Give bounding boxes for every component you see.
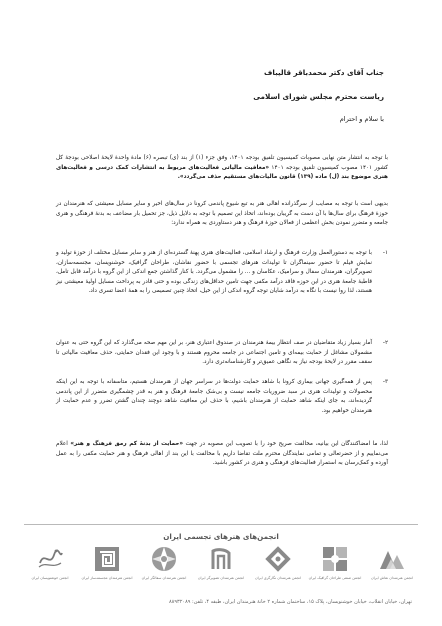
addressee-title: ریاست محترم مجلس شورای اسلامی	[253, 92, 384, 101]
paragraph-intro-text: با توجه به انتشار متن نهایی مصوبات کمیسیون تلفیق بودجه ۱۴۰۱، وفق جزء (۱) از بند (ی) تبصره (۶) مادهٔ واحدهٔ لایحهٔ اصلاحی بودجهٔ کل کشور ۱۴۰۱ مصوب کمیسیون تلفیق بودجه ۱۴۰۱	[56, 155, 388, 171]
logo-caption: انجمن خوشنویسان ایران	[31, 576, 69, 580]
grid-emblem-icon	[321, 545, 349, 573]
footer-title: انجمن‌های هنرهای تجسمی ایران	[163, 532, 279, 541]
list-item-number: ۱-	[382, 250, 388, 256]
list-item-number: ۲-	[382, 340, 388, 346]
greeting: با سلام و احترام	[339, 115, 384, 123]
paragraph-intro-bold: «معافیت مالیاتی فعالیت‌های مربوط به انتشارات کمک درسی و فعالیت‌های هنری موضوع بند (ل) ماده (۱۳۹) قانون مالیات‌های مستقیم حذف می‌گردد».	[56, 164, 388, 181]
list-item-1	[56, 249, 388, 297]
aperture-icon	[150, 545, 178, 573]
logo-caption: انجمن هنرمندان نقاش ایران	[371, 576, 413, 580]
logo-painters	[372, 545, 412, 581]
list-item-text: با توجه به دستورالعمل وزارت فرهنگ و ارشاد اسلامی، فعالیت‌های هنری پهنهٔ گسترده‌ای از هنر و سایر مسایل مختلف از حوزهٔ تولید و نمایش فیلم تا حضور سینماگران تا تولیدات هنرهای تجسمی با حضور نقاشان، طراحان گرافیک، خوشنویسان، مجسمه‌سازان، تصویرگران، هنرمندان سفال و سرامیک، عکاسان و ... را مشمول می‌گردد. با کنار گذاشتن جمع اندکی از این گروه با درآمد قابل تامل، قاطبهٔ جامعهٔ هنری در این حوزه فاقد درآمد مکفی جهت تامین حداقل‌های زندگی بوده و حتی قادر به پرداخت مسایل اولیهٔ معیشتی نیز هستند، لذا روا نیست با نگاه به درآمد شایان توجه گروه اندکی از این خیل، اتخاذ چنین تصمیمی را به همهٔ اعضا تسری داد.	[56, 250, 372, 295]
logo-caption: انجمن صنفی طراحان گرافیک ایران	[308, 576, 362, 580]
square-spiral-icon	[93, 545, 121, 573]
logo-graphic-designers	[308, 545, 362, 581]
logo-caption: انجمن هنرمندان نگارگری ایران	[255, 576, 301, 580]
footer-address: تهران، خیابان انقلاب، خیابان خوشنویسان، پلاک ۱۵، ساختمان شماره ۲ خانهٔ هنرمندان ایران، طبقه ۴، تلفن: ۸۸۹۳۲۰۸۹	[168, 599, 412, 605]
paragraph-intro	[56, 154, 388, 183]
footer-divider	[24, 524, 418, 525]
paragraph-request-text-1: لذا، ما امضاکنندگان این بیانیه، مخالفت صریح خود را با تصویب این مصوبه در جهت	[183, 441, 388, 447]
logo-caption: انجمن هنرمندان سفالگر ایران	[141, 576, 187, 580]
list-item-3	[56, 378, 388, 416]
paragraph-request	[56, 440, 388, 469]
footer-logos	[30, 545, 412, 595]
list-item-number: ۳-	[382, 379, 388, 385]
logo-sculptors	[81, 545, 133, 581]
logo-ceramicists	[141, 545, 187, 581]
logo-calligraphers	[30, 545, 70, 581]
list-item-text: پس از همه‌گیری جهانی بیماری کرونا با شاهد حمایت دولت‌ها در سراسر جهان از هنرمندان هستیم، متاسفانه با توجه به این اینکه محصولات و تولیدات هنری در سبد ضروریات جامعه نیست و بی‌شک جامعهٔ فرهنگ و هنر به قدر چشمگیری متضرر از این پاندمی گردیده‌اند، به جای اینکه شاهد حمایت از هنرمندان باشیم، با حذف این معافیت شاهد دوچند چندان گشتن تضرر و عدم حمایت از هنرمندان خواهیم بود.	[56, 379, 372, 414]
list-item-2	[56, 339, 388, 368]
calligraphy-emblem-icon	[36, 545, 64, 573]
logo-caption: انجمن هنرمندان تصویرگر ایران	[197, 576, 245, 580]
list-item-text: آمار بسیار زیاد متقاضیان در صف انتظار بیمهٔ هنرمندان در صندوق اعتباری هنر، بر این مهم صحه می‌گذارد که این گروه حتی به عنوان مشمولان مشاغل از حمایت بیمه‌ای و تامین اجتماعی در جامعه محروم هستند و با وجود این فقدان حمایتی، حذف معافیت مالیاتی تا سقف مقرر در لایحهٔ بودجه نیاز به نگاهی عمیق‌تر و کارشناسانه‌تری دارد.	[56, 340, 372, 366]
logo-illustrators	[197, 545, 245, 581]
paragraph-context: بدیهی است با توجه به مصایب از سرگذرانده اهالی هنر به تبع شیوع پاندمی کرونا در سال‌های اخیر و سایر مسایل معیشتی که هنرمندان در حوزهٔ فرهنگ برای سال‌ها با آن دست به گریبان بوده‌اند، اتخاذ این تصمیم با توجه به دلایل ذیل، جز تحمیل بار مضاعف به بدنهٔ فرهنگی و هنری جامعه و متضرر نمودن بخش اعظمی از فعالان حوزهٔ فرهنگ و هنر دستاوردی به همراه ندارد:	[56, 201, 388, 227]
logo-miniaturists	[255, 545, 301, 581]
triangles-icon	[378, 545, 406, 573]
addressee-name: جناب آقای دکتر محمدباقر قالیباف	[264, 68, 384, 77]
paragraph-request-text-2: اعلام می‌نماییم و از حضرتعالی و تمامی نمایندگان محترم ملت تقاضا داریم با مخالفت با این بند از اهالی فرهنگ و هنر حمایت مکفی را به عمل آورده و کمک‌رسان به استمرار فعالیت‌های فرهنگی و هنری در کشور باشید.	[56, 441, 388, 467]
logo-caption: انجمن هنرمندان مجسمه‌ساز ایران	[81, 576, 133, 580]
pen-emblem-icon	[207, 545, 235, 573]
paragraph-request-bold: «حمایت از بدنهٔ کم رمق فرهنگ و هنر»	[70, 441, 184, 447]
ornament-icon	[264, 545, 292, 573]
